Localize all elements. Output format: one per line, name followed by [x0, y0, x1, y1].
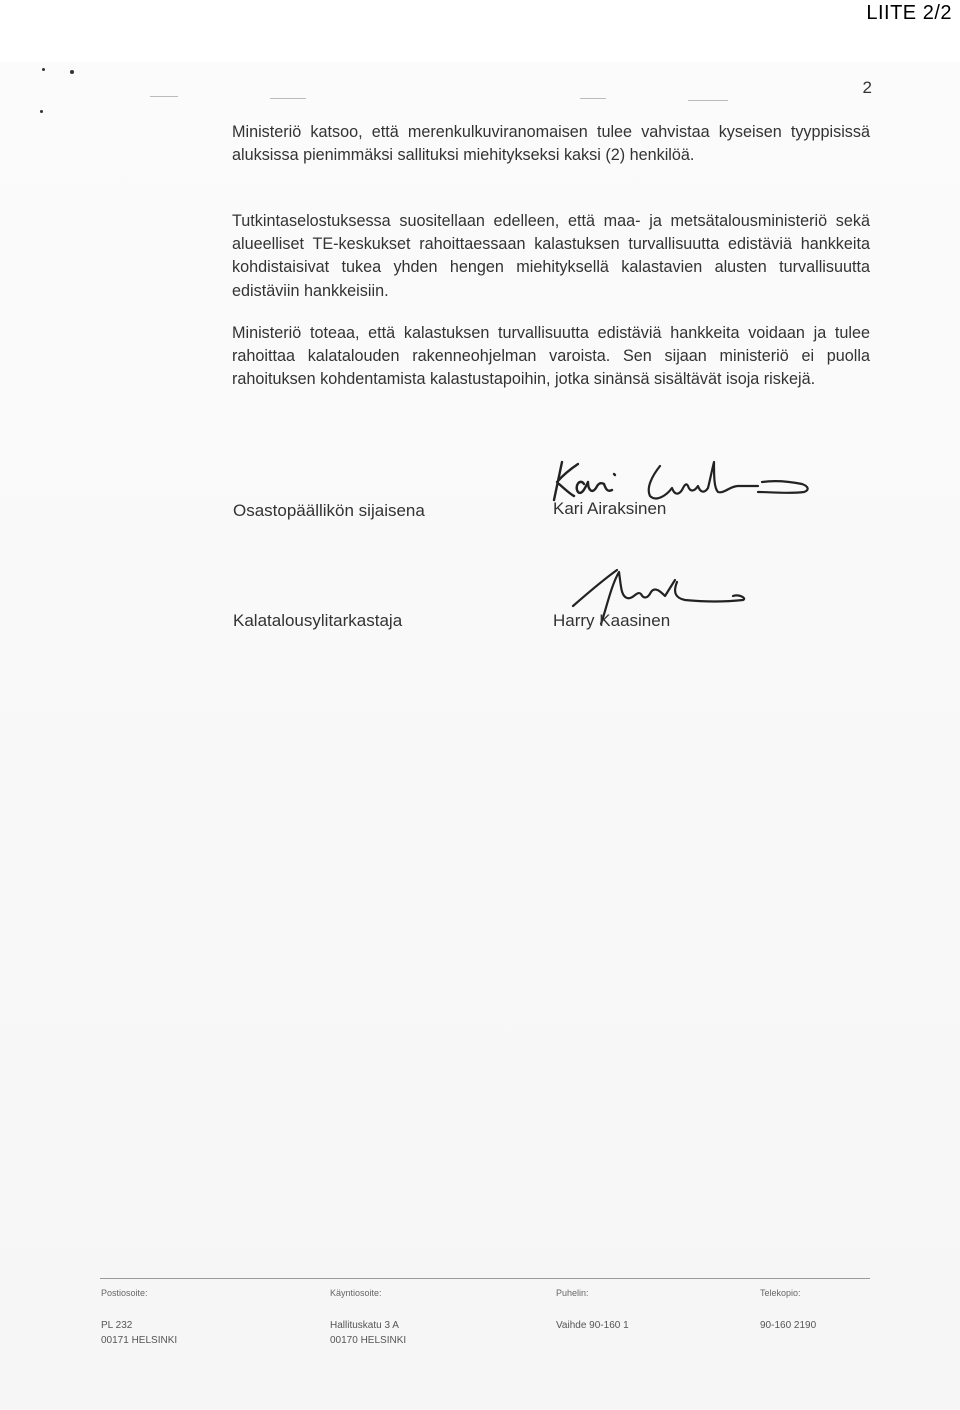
footer-fax-heading: Telekopio:: [760, 1288, 801, 1298]
footer-postal-line: PL 232: [101, 1320, 133, 1331]
scan-smudge: [150, 96, 178, 97]
annex-label: LIITE 2/2: [866, 2, 952, 24]
footer-phone-heading: Puhelin:: [556, 1288, 589, 1298]
scan-smudge: [580, 98, 606, 99]
footer-postal-line: 00171 HELSINKI: [101, 1335, 178, 1346]
footer-visiting-address: [330, 1286, 406, 1348]
footer-visiting-heading: Käyntiosoite:: [330, 1288, 382, 1298]
footer-fax: [760, 1286, 816, 1333]
footer-visiting-line: Hallituskatu 3 A: [330, 1320, 399, 1331]
signer-1-name: Kari Airaksinen: [553, 499, 667, 518]
footer-divider: [100, 1278, 870, 1279]
scan-smudge: [270, 98, 306, 99]
signer-2-title: Kalatalousylitarkastaja: [233, 611, 403, 630]
footer-postal-address: [101, 1286, 177, 1348]
paragraph-manning: Ministeriö katsoo, että merenkulkuviranomaisen tulee vahvistaa kyseisen tyyppisissä aluksissa pienimmäksi sallituksi miehitykseksi kaksi (2) henkilöä.: [232, 123, 870, 165]
signer-1-title: Osastopäällikön sijaisena: [233, 501, 425, 520]
footer-visiting-line: 00170 HELSINKI: [330, 1335, 407, 1346]
scan-smudge: [688, 100, 728, 101]
paragraph-ministry-response: Ministeriö toteaa, että kalastuksen turvallisuutta edistäviä hankkeita voidaan ja tulee rahoittaa kalatalouden rakenneohjelman varoista. Sen sijaan ministeriö ei puolla rahoituksen kohdentamista kalastustapoihin, jotka sinänsä sisältävät isoja riskejä.: [232, 324, 870, 389]
scan-speck: [42, 68, 45, 71]
footer-postal-heading: Postiosoite:: [101, 1288, 148, 1298]
paragraph-recommendation: Tutkintaselostuksessa suositellaan edelleen, että maa- ja metsätalousministeriö sekä alueelliset TE-keskukset rahoittaessaan kalastuksen turvallisuutta edistäviä hankkeita kohdistaisivat tukea yhden hengen miehityksellä kalastavien alusten turvallisuutta edistäviin hankkeisiin.: [232, 212, 870, 300]
page-number: 2: [862, 78, 872, 97]
footer-phone-line: Vaihde 90-160 1: [556, 1320, 629, 1331]
scan-speck: [70, 70, 74, 74]
scan-speck: [40, 110, 43, 113]
footer-fax-line: 90-160 2190: [760, 1320, 817, 1331]
signer-2-name: Harry Kaasinen: [553, 611, 671, 630]
footer-phone: [556, 1286, 629, 1333]
